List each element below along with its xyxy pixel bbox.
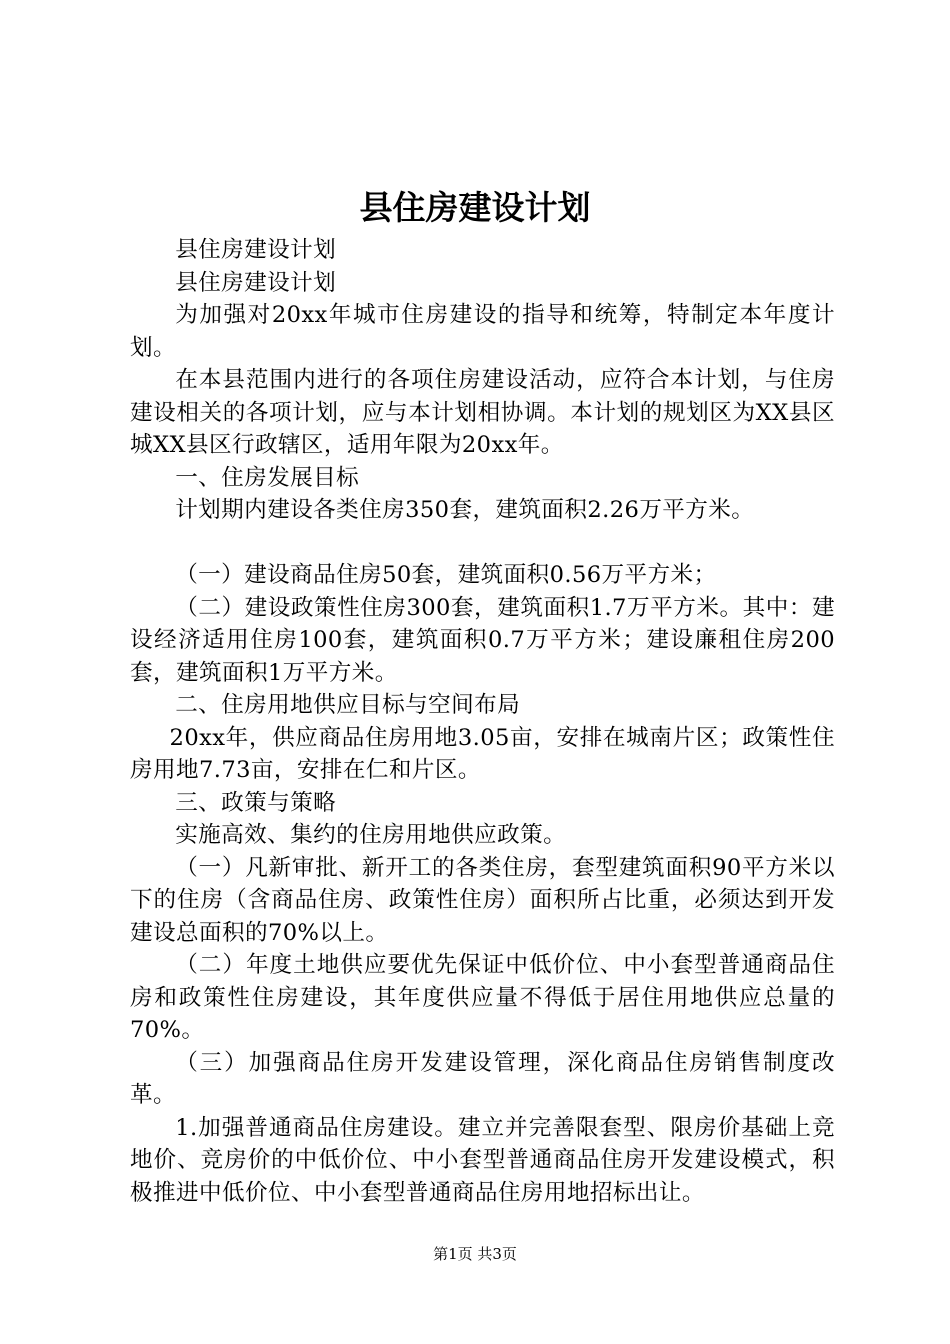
document-body bbox=[130, 234, 835, 1209]
body-paragraph: （二）年度土地供应要优先保证中低价位、中小套型普通商品住房和政策性住房建设，其年度供应量不得低于居住用地供应总量的70%。 bbox=[130, 952, 835, 1043]
document-title: 县住房建设计划 bbox=[359, 188, 591, 227]
body-paragraph: 20xx年，供应商品住房用地3.05亩，安排在城南片区；政策性住房用地7.73亩，安排在仁和片区。 bbox=[130, 724, 835, 783]
body-paragraph: 为加强对20xx年城市住房建设的指导和统筹，特制定本年度计划。 bbox=[130, 302, 835, 361]
body-paragraph: 实施高效、集约的住房用地供应政策。 bbox=[175, 822, 567, 848]
body-paragraph: 县住房建设计划 bbox=[175, 269, 337, 296]
body-paragraph: 计划期内建设各类住房350套，建筑面积2.26万平方米。 bbox=[175, 497, 755, 523]
body-paragraph: 在本县范围内进行的各项住房建设活动，应符合本计划，与住房建设相关的各项计划，应与本计划相协调。本计划的规划区为XX县区城XX县区行政辖区，适用年限为20xx年。 bbox=[130, 367, 835, 458]
blank-line bbox=[130, 527, 835, 560]
page-number-footer: 第1页 共3页 bbox=[433, 1245, 517, 1263]
section-heading: 一、住房发展目标 bbox=[175, 464, 360, 491]
body-paragraph: （三）加强商品住房开发建设管理，深化商品住房销售制度改革。 bbox=[130, 1049, 835, 1108]
body-paragraph: 县住房建设计划 bbox=[175, 237, 337, 263]
body-paragraph: （一）凡新审批、新开工的各类住房，套型建筑面积90平方米以下的住房（含商品住房、政策性住房）面积所占比重，必须达到开发建设总面积的70%以上。 bbox=[130, 854, 835, 946]
section-heading: 三、政策与策略 bbox=[175, 789, 337, 816]
body-paragraph: 1.加强普通商品住房建设。建立并完善限套型、限房价基础上竞地价、竞房价的中低价位、中小套型普通商品住房开发建设模式，积极推进中低价位、中小套型普通商品住房用地招标出让。 bbox=[130, 1114, 835, 1206]
body-paragraph: （二）建设政策性住房300套，建筑面积1.7万平方米。其中：建设经济适用住房100套，建筑面积0.7万平方米；建设廉租住房200套，建筑面积1万平方米。 bbox=[130, 594, 835, 686]
body-paragraph: （一）建设商品住房50套，建筑面积0.56万平方米； bbox=[175, 562, 717, 588]
section-heading: 二、住房用地供应目标与空间布局 bbox=[175, 692, 521, 718]
